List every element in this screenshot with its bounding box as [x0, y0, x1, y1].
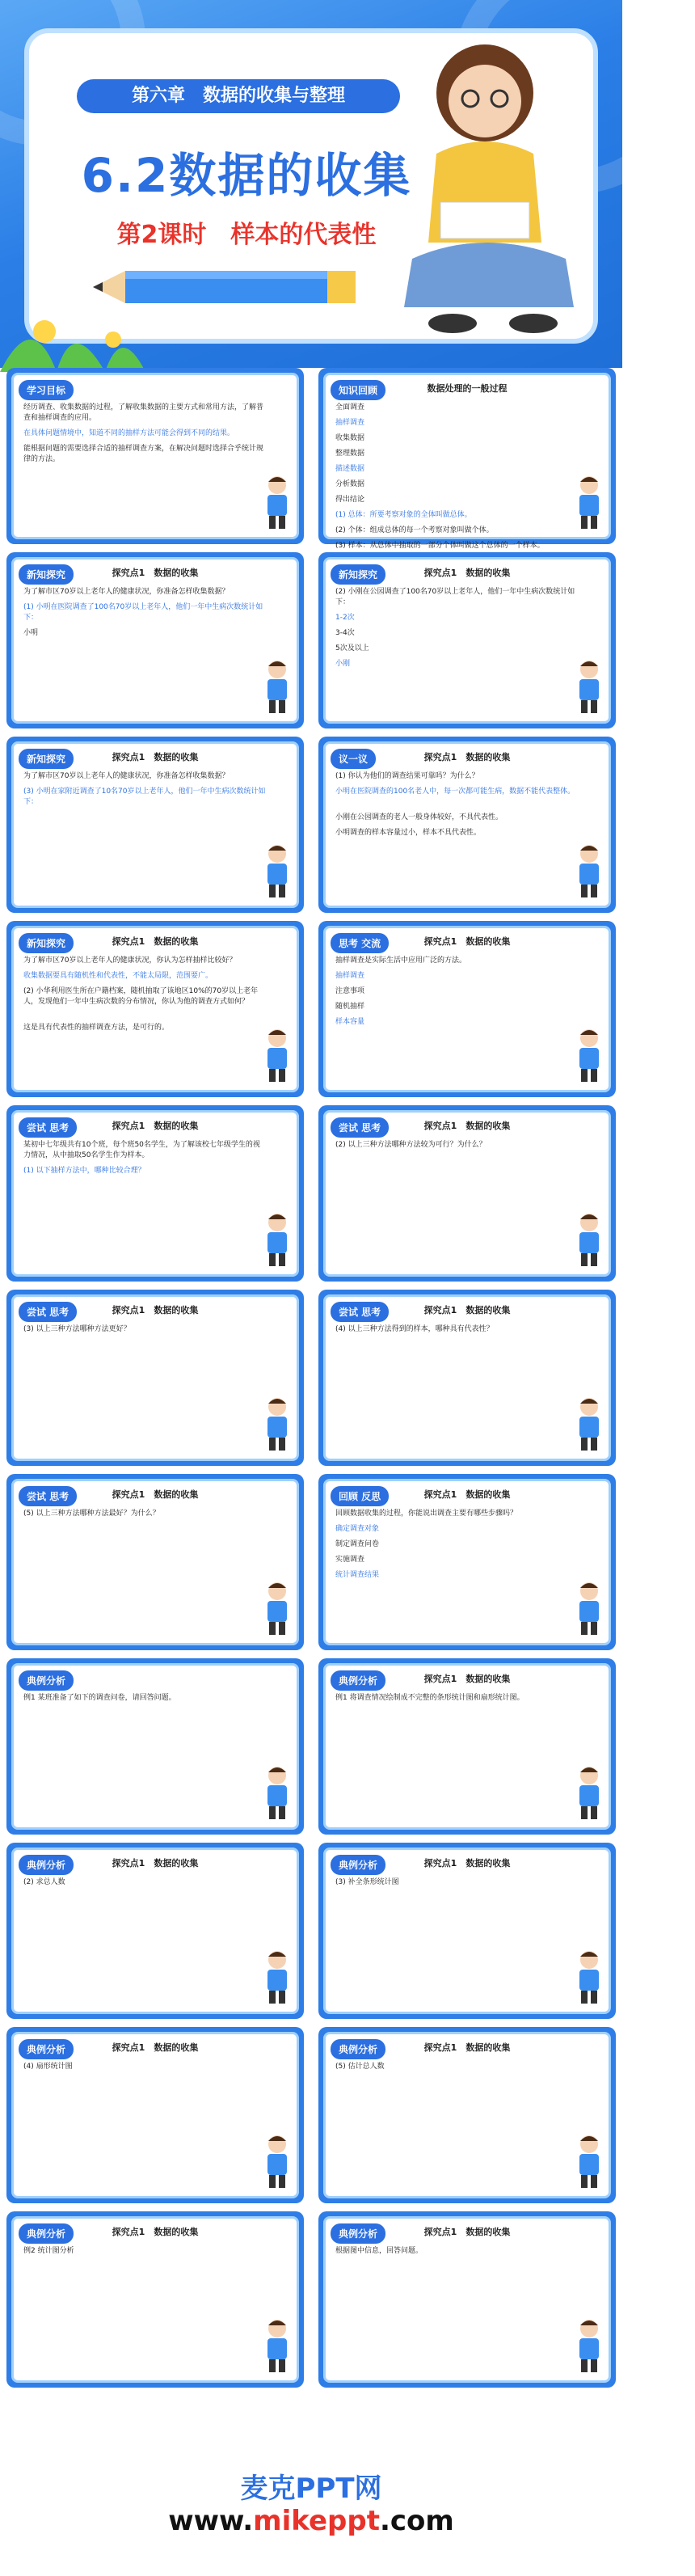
slide-tag: 尝试 思考	[19, 1486, 77, 1506]
slide-heading: 探究点1 数据的收集	[423, 1305, 511, 1315]
slide-body	[323, 557, 611, 724]
url-suffix: .com	[379, 2505, 454, 2537]
slide-tag: 尝试 思考	[19, 1302, 77, 1322]
slide-tag: 典例分析	[331, 1670, 385, 1691]
slide-text: 例1 某班准备了如下的调查问卷，请回答问题。	[23, 1694, 176, 1702]
slide-text: 根据图中信息，回答问题。	[335, 2247, 423, 2255]
slide-heading: 探究点1 数据的收集	[423, 1489, 511, 1500]
slide-body	[11, 2216, 299, 2383]
slide-body	[323, 1110, 611, 1277]
slide-heading: 探究点1 数据的收集	[112, 1121, 199, 1131]
slide-text: 整理数据	[335, 450, 365, 458]
slide-tag: 议一议	[331, 749, 376, 769]
student-illustration	[261, 1580, 293, 1636]
slide-text: (2) 求总人数	[23, 1878, 65, 1886]
slide-text: 为了解市区70岁以上老年人的健康状况，你认为怎样抽样比较好？	[23, 956, 237, 965]
slide-thumbnail[interactable]	[6, 921, 304, 1097]
slide-tag: 尝试 思考	[331, 1302, 389, 1322]
slide-body	[11, 1110, 299, 1277]
slide-thumbnail[interactable]	[318, 1474, 616, 1650]
slide-heading: 探究点1 数据的收集	[423, 1121, 511, 1131]
slide-tag: 尝试 思考	[331, 1117, 389, 1138]
slide-body	[11, 1479, 299, 1645]
student-illustration	[261, 2317, 293, 2374]
slide-text: 这是具有代表性的抽样调查方法，是可行的。	[23, 1024, 170, 1032]
slide-body	[11, 1848, 299, 2014]
slide-tag: 新知探究	[19, 933, 74, 953]
slide-thumbnail[interactable]	[318, 737, 616, 913]
slide-text: 制定调查问卷	[335, 1540, 380, 1548]
slide-tag: 回顾 反思	[331, 1486, 389, 1506]
student-illustration	[573, 1764, 605, 1821]
slide-heading: 数据处理的一般过程	[427, 383, 508, 394]
slide-heading: 探究点1 数据的收集	[112, 936, 199, 947]
slide-tag: 典例分析	[19, 1855, 74, 1875]
student-illustration	[261, 1949, 293, 2005]
slide-text: 随机抽样	[335, 1003, 365, 1011]
slide-heading: 探究点1 数据的收集	[423, 2227, 511, 2237]
slide-body	[11, 926, 299, 1092]
slide-text: 得出结论	[335, 496, 365, 504]
slide-body	[323, 1479, 611, 1645]
slide-text: 在具体问题情境中，知道不同的抽样方法可能会得到不同的结果。	[23, 429, 235, 437]
slide-text: (2) 以上三种方法哪种方法较为可行？为什么？	[335, 1141, 486, 1149]
slide-text: (3) 补全条形统计图	[335, 1878, 399, 1886]
student-illustration	[573, 842, 605, 899]
slide-thumbnail[interactable]	[318, 2211, 616, 2388]
slide-body	[323, 2216, 611, 2383]
student-illustration	[573, 1396, 605, 1452]
page-title: 6.2数据的收集	[81, 148, 412, 203]
slide-heading: 探究点1 数据的收集	[423, 568, 511, 578]
slide-thumbnail[interactable]	[6, 2027, 304, 2203]
student-illustration	[261, 1027, 293, 1083]
site-url[interactable]	[0, 2505, 622, 2537]
slide-thumbnail[interactable]	[6, 1843, 304, 2019]
slide-tag: 典例分析	[19, 2039, 74, 2059]
slide-heading: 探究点1 数据的收集	[112, 1305, 199, 1315]
slide-text: 样本容量	[335, 1018, 365, 1026]
site-name: 麦克PPT网	[240, 2473, 382, 2505]
slide-text: (4) 以上三种方法得到的样本，哪种具有代表性？	[335, 1325, 494, 1333]
slide-text: 5次及以上	[335, 644, 369, 652]
student-illustration	[573, 1580, 605, 1636]
slide-text: 3-4次	[335, 629, 355, 637]
slide-thumbnail[interactable]	[6, 1290, 304, 1466]
slide-tag: 学习目标	[19, 380, 74, 400]
slide-body	[11, 1663, 299, 1830]
slide-text: 小明	[23, 629, 39, 637]
slide-text: 某初中七年级共有10个班，每个班50名学生，为了解该校七年级学生的视力情况，从中抽取50名学生作为样本。	[23, 1141, 260, 1159]
slide-heading: 探究点1 数据的收集	[423, 2042, 511, 2053]
lesson-subtitle: 第2课时 样本的代表性	[116, 221, 377, 249]
slide-thumbnail[interactable]	[6, 737, 304, 913]
slide-text: (2) 小刚在公园调查了100名70岁以上老年人，他们一年中生病次数统计如下：	[335, 588, 575, 606]
slide-text: 实施调查	[335, 1556, 365, 1564]
slide-text: 小明在医院调查的100名老人中，每一次都可能生病，数据不能代表整体。	[335, 788, 575, 796]
slide-tag: 尝试 思考	[19, 1117, 77, 1138]
slide-text: 分析数据	[335, 480, 365, 488]
slide-thumbnail[interactable]	[318, 1105, 616, 1282]
student-illustration	[261, 658, 293, 715]
slide-heading: 探究点1 数据的收集	[423, 1674, 511, 1684]
slide-thumbnail[interactable]	[318, 552, 616, 728]
student-illustration	[573, 474, 605, 530]
student-illustration	[261, 1764, 293, 1821]
chapter-label: 第六章 数据的收集与整理	[77, 79, 400, 113]
slide-tag: 典例分析	[19, 1670, 74, 1691]
slide-text: 收集数据	[335, 434, 365, 442]
slide-text: 例1 将调查情况绘制成不完整的条形统计图和扇形统计图。	[335, 1694, 524, 1702]
slide-body	[323, 926, 611, 1092]
slide-body	[11, 1294, 299, 1461]
slide-heading: 探究点1 数据的收集	[112, 568, 199, 578]
student-illustration	[573, 658, 605, 715]
slide-body	[11, 2032, 299, 2198]
slide-thumbnail[interactable]	[318, 2027, 616, 2203]
slide-body	[11, 373, 299, 539]
student-illustration	[261, 1396, 293, 1452]
slide-text: 经历调查、收集数据的过程，了解收集数据的主要方式和常用方法，了解普查和抽样调查的应用。	[23, 403, 264, 422]
slide-heading: 探究点1 数据的收集	[423, 1858, 511, 1869]
slide-thumbnail[interactable]	[6, 2211, 304, 2388]
slide-text: (2) 个体：组成总体的每一个考察对象叫做个体。	[335, 526, 494, 534]
student-illustration	[573, 1949, 605, 2005]
slide-tag: 思考 交流	[331, 933, 389, 953]
slide-thumbnail[interactable]	[318, 921, 616, 1097]
slide-body	[323, 1294, 611, 1461]
slide-text: 抽样调查	[335, 419, 365, 427]
slide-body	[323, 1848, 611, 2014]
slide-body	[323, 373, 611, 550]
slide-text: (5) 估计总人数	[335, 2063, 385, 2071]
slide-text: (1) 以下抽样方法中，哪种比较合理？	[23, 1167, 145, 1175]
student-illustration	[573, 1211, 605, 1268]
slide-text: 抽样调查是实际生活中应用广泛的方法。	[335, 956, 467, 965]
slide-text: 全面调查	[335, 403, 365, 412]
slide-text: (1) 小明在医院调查了100名70岁以上老年人，他们一年中生病次数统计如下：	[23, 603, 263, 622]
slide-body	[11, 557, 299, 724]
url-prefix: www.	[168, 2505, 254, 2537]
slide-text: (4) 扇形统计图	[23, 2063, 73, 2071]
slide-text: (1) 总体：所要考察对象的全体叫做总体。	[335, 511, 472, 519]
slide-heading: 探究点1 数据的收集	[112, 1489, 199, 1500]
slide-text: 抽样调查	[335, 972, 365, 980]
slide-tag: 典例分析	[19, 2223, 74, 2244]
slide-text: 注意事项	[335, 987, 365, 995]
slide-heading: 探究点1 数据的收集	[112, 752, 199, 762]
slide-tag: 新知探究	[19, 564, 74, 585]
slide-text: 统计调查结果	[335, 1571, 380, 1579]
slide-text: 回顾数据收集的过程，你能说出调查主要有哪些步骤吗？	[335, 1510, 518, 1518]
slide-body	[11, 741, 299, 908]
slide-thumbnail[interactable]	[318, 1843, 616, 2019]
slide-text: 为了解市区70岁以上老年人的健康状况，你准备怎样收集数据？	[23, 588, 230, 596]
slide-heading: 探究点1 数据的收集	[112, 1858, 199, 1869]
student-illustration	[261, 1211, 293, 1268]
slide-text: (3) 以上三种方法哪种方法更好？	[23, 1325, 131, 1333]
slide-thumbnail[interactable]	[6, 1105, 304, 1282]
slide-tag: 新知探究	[331, 564, 385, 585]
slide-text: (3) 样本：从总体中抽取的一部分个体叫做这个总体的一个样本。	[335, 542, 545, 550]
slide-text: (1) 你认为他们的调查结果可靠吗？为什么？	[335, 772, 479, 780]
student-illustration	[573, 1027, 605, 1083]
slide-text: 小刚在公园调查的老人一般身体较好，不具代表性。	[335, 813, 503, 821]
slide-text: 描述数据	[335, 465, 365, 473]
student-illustration	[573, 2133, 605, 2190]
slide-thumbnail[interactable]	[318, 1658, 616, 1835]
slide-tag: 知识回顾	[331, 380, 385, 400]
slide-thumbnail[interactable]	[6, 1474, 304, 1650]
slide-text: 能根据问题的需要选择合适的抽样调查方案，在解决问题时选择合乎统计规律的方法。	[23, 445, 264, 463]
slide-text: (2) 小华利用医生所在户籍档案，随机抽取了该地区10%的70岁以上老年人，发现他们一年中生病次数的分布情况，你认为他的调查方式如何？	[23, 987, 259, 1006]
slide-thumbnail[interactable]	[6, 552, 304, 728]
slide-tag: 典例分析	[331, 1855, 385, 1875]
slide-text: 收集数据要具有随机性和代表性，不能太局限，范围要广。	[23, 972, 213, 980]
slide-thumbnail[interactable]	[318, 1290, 616, 1466]
slide-body	[323, 741, 611, 908]
slide-heading: 探究点1 数据的收集	[423, 752, 511, 762]
slide-thumbnail[interactable]	[318, 368, 616, 550]
slide-text: 例2 统计图分析	[23, 2247, 74, 2255]
slide-thumbnail[interactable]	[6, 368, 304, 544]
url-brand: mikeppt	[253, 2505, 380, 2537]
slide-text: 确定调查对象	[335, 1525, 380, 1533]
slide-text: 1-2次	[335, 614, 355, 622]
slide-body	[323, 1663, 611, 1830]
slide-text: 小刚	[335, 660, 351, 668]
student-illustration	[573, 2317, 605, 2374]
slide-body	[323, 2032, 611, 2198]
slide-text: (3) 小明在家附近调查了10名70岁以上老年人，他们一年中生病次数统计如下：	[23, 788, 266, 806]
slide-text: (5) 以上三种方法哪种方法最好？为什么？	[23, 1510, 160, 1518]
student-illustration	[261, 842, 293, 899]
slide-tag: 新知探究	[19, 749, 74, 769]
slide-heading: 探究点1 数据的收集	[112, 2227, 199, 2237]
student-illustration	[261, 2133, 293, 2190]
slide-thumbnail[interactable]	[6, 1658, 304, 1835]
slide-tag: 典例分析	[331, 2223, 385, 2244]
cover-slide	[0, 0, 622, 368]
slide-text: 小明调查的样本容量过小，样本不具代表性。	[335, 829, 482, 837]
slide-tag: 典例分析	[331, 2039, 385, 2059]
slide-heading: 探究点1 数据的收集	[112, 2042, 199, 2053]
slide-text: 为了解市区70岁以上老年人的健康状况，你准备怎样收集数据？	[23, 772, 230, 780]
student-illustration	[261, 474, 293, 530]
slide-heading: 探究点1 数据的收集	[423, 936, 511, 947]
girl-reading-illustration	[364, 16, 606, 364]
